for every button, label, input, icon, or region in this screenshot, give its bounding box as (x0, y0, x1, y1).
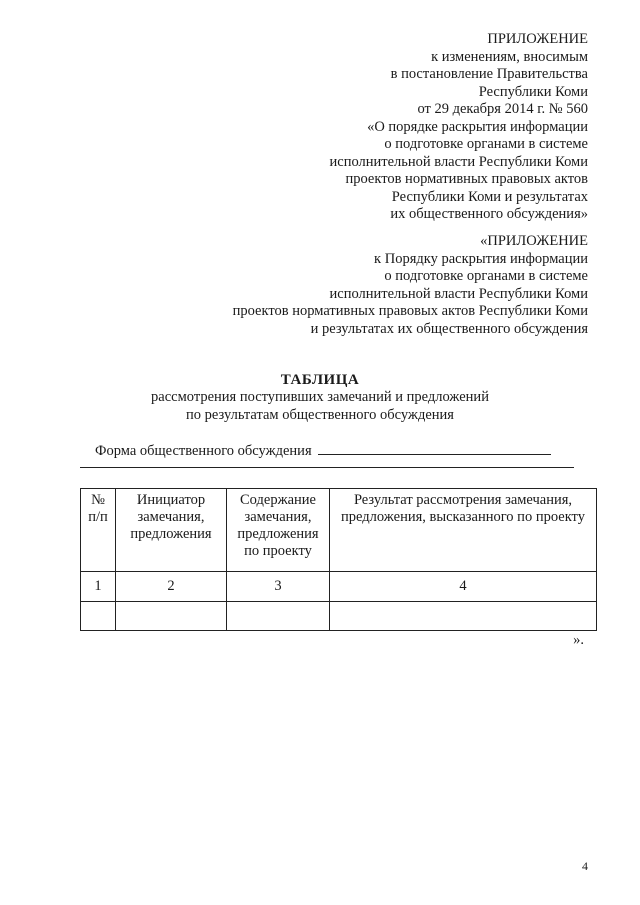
empty-cell[interactable] (81, 602, 116, 631)
table-empty-row (81, 602, 597, 631)
document-subtitle-line-1: рассмотрения поступивших замечаний и предложений (151, 389, 489, 405)
annex-line: ПРИЛОЖЕНИЕ (487, 31, 588, 47)
page-number: 4 (582, 859, 588, 873)
annex-line: и результатах их общественного обсуждения (310, 320, 588, 337)
annex-line: о подготовке органами в системе (384, 268, 588, 284)
annex-line: от 29 декабря 2014 г. № 560 (417, 101, 588, 117)
annex-line: проектов нормативных правовых актов Республики Коми (232, 303, 588, 319)
discussion-form-field (95, 440, 551, 460)
annex-line: к Порядку раскрытия информации (374, 250, 588, 267)
fill-in-line (80, 467, 574, 468)
header-number: № п/п (81, 489, 116, 572)
empty-cell[interactable] (227, 602, 330, 631)
annex-line: в постановление Правительства (390, 66, 588, 82)
annex-line: Республики Коми (478, 83, 588, 100)
numbering-cell: 1 (81, 572, 116, 602)
table-numbering-row (81, 572, 597, 602)
table-header-row (81, 489, 597, 572)
empty-cell[interactable] (116, 602, 227, 631)
annex-line: Республики Коми и результатах (391, 188, 588, 205)
annex-line: проектов нормативных правовых актов (345, 171, 588, 187)
review-table (80, 488, 597, 631)
numbering-cell: 4 (330, 572, 597, 602)
header-result: Результат рассмотрения замечания, предложения, высказанного по проекту (330, 489, 597, 572)
discussion-form-label: Форма общественного обсуждения (95, 443, 312, 459)
empty-cell[interactable] (330, 602, 597, 631)
annex-line: «ПРИЛОЖЕНИЕ (480, 233, 588, 249)
table-title-block (0, 371, 640, 424)
annex-header-procedure (233, 233, 588, 338)
numbering-cell: 2 (116, 572, 227, 602)
discussion-form-blank[interactable] (318, 440, 551, 455)
annex-line: их общественного обсуждения» (390, 206, 588, 222)
document-title: ТАБЛИЦА (280, 372, 360, 388)
header-content: Содержание замечания, предложения по проекту (227, 489, 330, 572)
annex-line: о подготовке органами в системе (384, 136, 588, 152)
annex-line: «О порядке раскрытия информации (367, 118, 588, 135)
header-initiator: Инициатор замечания, предложения (116, 489, 227, 572)
document-subtitle-line-2: по результатам общественного обсуждения (186, 406, 454, 423)
annex-header-amendments (330, 31, 589, 224)
annex-line: исполнительной власти Республики Коми (329, 153, 588, 170)
annex-line: к изменениям, вносимым (431, 48, 588, 65)
numbering-cell: 3 (227, 572, 330, 602)
annex-line: исполнительной власти Республики Коми (329, 285, 588, 302)
closing-quote: ». (573, 632, 584, 648)
